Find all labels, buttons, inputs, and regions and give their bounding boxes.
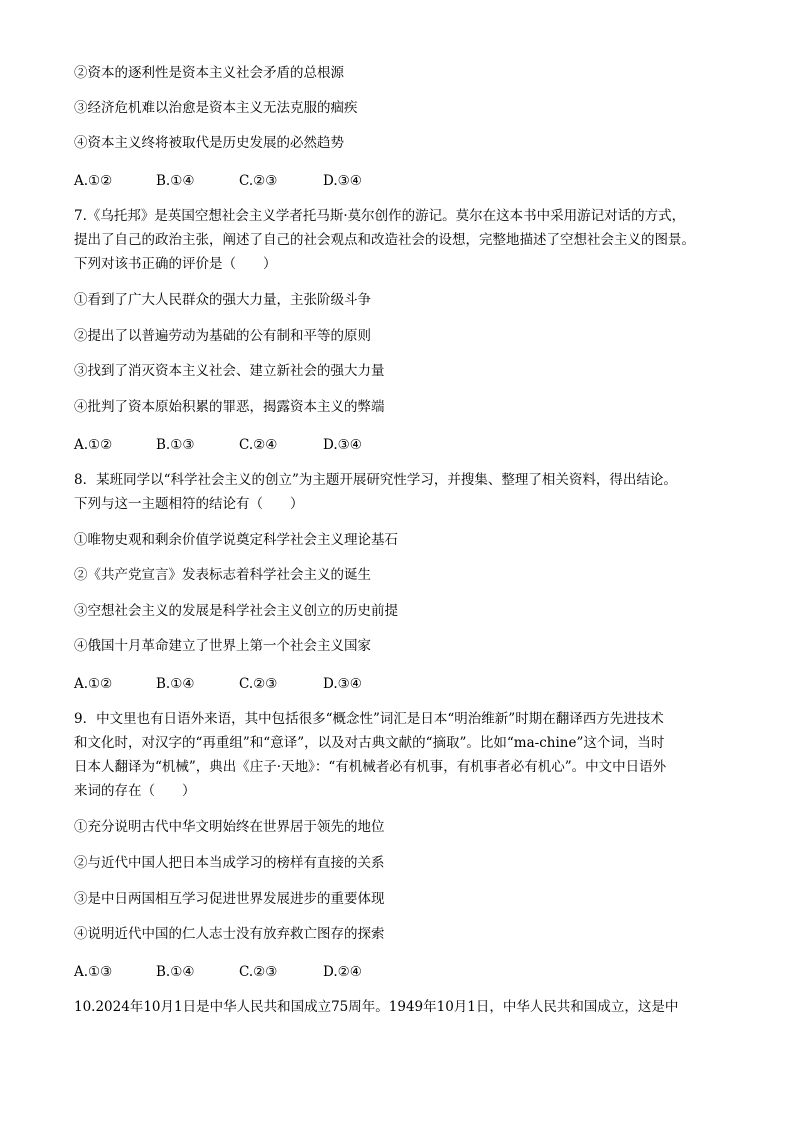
- q9-statement-3: ③是中日两国相互学习促进世界发展进步的重要体现: [74, 891, 385, 907]
- q9-statement-2: ②与近代中国人把日本当成学习的榜样有直接的关系: [74, 855, 385, 871]
- q6-statement-4: ④资本主义终将被取代是历史发展的必然趋势: [74, 135, 344, 151]
- q9-stem-line-1: 9．中文里也有日语外来语，其中包括很多“概念性”词汇是日本“明治维新”时期在翻译西方先进技术: [74, 711, 664, 727]
- q8-statement-1: ①唯物史观和剩余价值学说奠定科学社会主义理论基石: [74, 532, 398, 548]
- q7-statement-2: ②提出了以普遍劳动为基础的公有制和平等的原则: [74, 328, 371, 344]
- q7-statement-4: ④批判了资本原始积累的罪恶，揭露资本主义的弊端: [74, 399, 385, 415]
- q9-stem-line-3: 日本人翻译为“机械”，典出《庄子·天地》：“有机械者必有机事，有机事者必有机心”。中文中日语外: [74, 759, 667, 775]
- q8-statement-2: ②《共产党宣言》发表标志着科学社会主义的诞生: [74, 567, 371, 583]
- q7-option-a[interactable]: A.①②: [74, 437, 113, 453]
- q9-option-c[interactable]: C.②③: [239, 964, 278, 980]
- q7-statement-3: ③找到了消灭资本主义社会、建立新社会的强大力量: [74, 363, 385, 379]
- q6-option-a[interactable]: A.①②: [74, 173, 113, 189]
- q6-option-c[interactable]: C.②③: [239, 173, 278, 189]
- q6-option-b[interactable]: B.①④: [156, 173, 195, 189]
- q9-option-b[interactable]: B.①④: [156, 964, 195, 980]
- q6-option-d[interactable]: D.③④: [323, 173, 362, 189]
- q9-option-d[interactable]: D.②④: [323, 964, 362, 980]
- q7-option-b[interactable]: B.①③: [156, 437, 195, 453]
- q9-statement-4: ④说明近代中国的仁人志士没有放弃救亡图存的探索: [74, 926, 385, 942]
- q9-option-a[interactable]: A.①③: [74, 964, 113, 980]
- q7-statement-1: ①看到了广大人民群众的强大力量，主张阶级斗争: [74, 292, 371, 308]
- q10-stem-line-1: 10.2024年10月1日是中华人民共和国成立75周年。1949年10月1日，中华人民共和国成立，这是中: [74, 999, 679, 1015]
- q7-option-c[interactable]: C.②④: [239, 437, 278, 453]
- q6-statement-3: ③经济危机难以治愈是资本主义无法克服的痼疾: [74, 100, 358, 116]
- q8-option-c[interactable]: C.②③: [239, 676, 278, 692]
- q9-stem-line-4: 来词的存在（ ）: [74, 783, 196, 799]
- q7-stem-line-3: 下列对该书正确的评价是（ ）: [74, 256, 277, 272]
- q8-option-b[interactable]: B.①④: [156, 676, 195, 692]
- q6-statement-2: ②资本的逐利性是资本主义社会矛盾的总根源: [74, 65, 344, 81]
- q8-statement-3: ③空想社会主义的发展是科学社会主义创立的历史前提: [74, 603, 398, 619]
- q9-stem-line-2: 和文化时，对汉字的“再重组”和“意译”，以及对古典文献的“摘取”。比如“ma-chine”这个词，当时: [74, 735, 665, 751]
- q7-stem-line-1: 7.《乌托邦》是英国空想社会主义学者托马斯·莫尔创作的游记。莫尔在这本书中采用游记对话的方式，: [74, 208, 686, 224]
- q7-option-d[interactable]: D.③④: [323, 437, 362, 453]
- q8-statement-4: ④俄国十月革命建立了世界上第一个社会主义国家: [74, 638, 371, 654]
- q8-stem-line-1: 8．某班同学以“科学社会主义的创立”为主题开展研究性学习，并搜集、整理了相关资料，得出结论。: [74, 472, 677, 488]
- q9-statement-1: ①充分说明古代中华文明始终在世界居于领先的地位: [74, 819, 385, 835]
- q8-option-a[interactable]: A.①②: [74, 676, 113, 692]
- q8-stem-line-2: 下列与这一主题相符的结论有（ ）: [74, 496, 304, 512]
- q7-stem-line-2: 提出了自己的政治主张，阐述了自己的社会观点和改造社会的设想，完整地描述了空想社会主义的图景。: [74, 232, 695, 248]
- q8-option-d[interactable]: D.③④: [323, 676, 362, 692]
